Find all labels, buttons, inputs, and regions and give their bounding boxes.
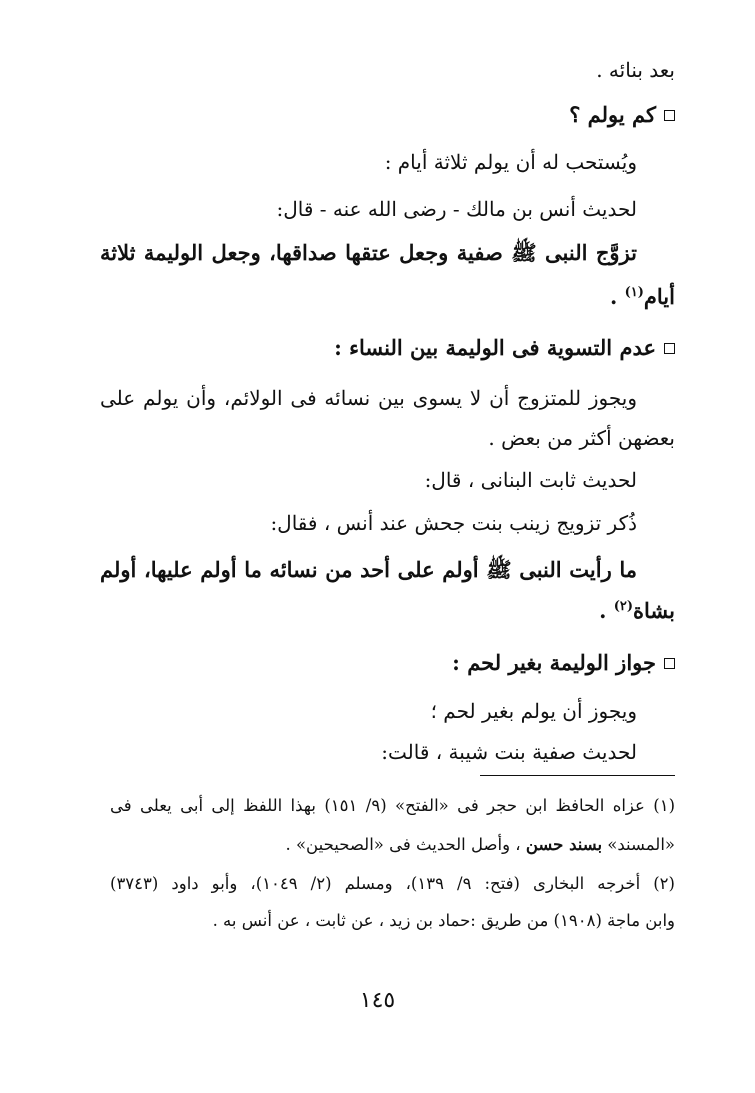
- body-line-3: ويُستحب له أن يولم ثلاثة أيام :: [384, 150, 637, 174]
- body-line-11: ذُكر تزويج زينب بنت جحش عند أنس ، فقال:: [270, 511, 637, 535]
- heading-square-icon: [664, 110, 675, 121]
- body-line-9: بعضهن أكثر من بعض .: [488, 426, 675, 450]
- footnote-emphasis: بسند حسن: [525, 835, 603, 854]
- footnote-2-line-2: وابن ماجة (١٩٠٨) من طريق :حماد بن زيد ، عن ثابت ، عن أنس به .: [212, 911, 675, 930]
- footnote-1-line-2: [110, 832, 675, 858]
- footnote-1-line-1: (١) عزاه الحافظ ابن حجر فى «الفتح» (٩/ ١٥١) بهذا اللفظ إلى أبى يعلى فى: [110, 796, 675, 815]
- body-line-8: ويجوز للمتزوج أن لا يسوى بين نسائه فى الولائم، وأن يولم على: [100, 386, 637, 410]
- hadith-end: .: [599, 598, 614, 623]
- footnote-ref-1: (١): [624, 285, 644, 300]
- section-heading-how-many-days: [100, 100, 675, 130]
- heading-text: جواز الوليمة بغير لحم :: [452, 650, 656, 675]
- body-line-1: بعد بنائه .: [596, 58, 675, 82]
- hadith-line-3: ما رأيت النبى ﷺ أولم على أحد من نسائه ما أولم عليها، أولم: [100, 557, 637, 582]
- footnote-text: ، وأصل الحديث فى «الصحيحين» .: [285, 835, 526, 854]
- hadith-line-4: [100, 596, 675, 626]
- heading-square-icon: [664, 343, 675, 354]
- body-line-16: لحديث صفية بنت شيبة ، قالت:: [381, 740, 637, 764]
- page-number: ١٤٥: [359, 988, 396, 1013]
- section-heading-without-meat: [100, 648, 675, 678]
- footnote-separator: [480, 775, 675, 776]
- footnote-ref-2: (٢): [613, 599, 634, 614]
- hadith-line-1: تزوَّج النبى ﷺ صفية وجعل عتقها صداقها، وجعل الوليمة ثلاثة: [100, 240, 637, 265]
- hadith-line-2: [100, 282, 675, 312]
- body-line-10: لحديث ثابت البنانى ، قال:: [424, 468, 637, 492]
- heading-text: كم يولم ؟: [569, 102, 656, 127]
- body-line-15: ويجوز أن يولم بغير لحم ؛: [430, 699, 637, 723]
- hadith-text: بشاة: [633, 598, 675, 623]
- heading-text: عدم التسوية فى الوليمة بين النساء :: [334, 335, 656, 360]
- footnote-text: «المسند»: [602, 835, 675, 854]
- hadith-end: .: [609, 284, 625, 309]
- section-heading-no-equality: [100, 333, 675, 363]
- hadith-text: أيام: [643, 284, 675, 309]
- footnote-2-line-1: (٢) أخرجه البخارى (فتح: ٩/ ١٣٩)، ومسلم (٢/ ١٠٤٩)، وأبو داود (٣٧٤٣): [110, 874, 675, 893]
- body-line-4: لحديث أنس بن مالك - رضى الله عنه - قال:: [276, 197, 637, 221]
- heading-square-icon: [664, 658, 675, 669]
